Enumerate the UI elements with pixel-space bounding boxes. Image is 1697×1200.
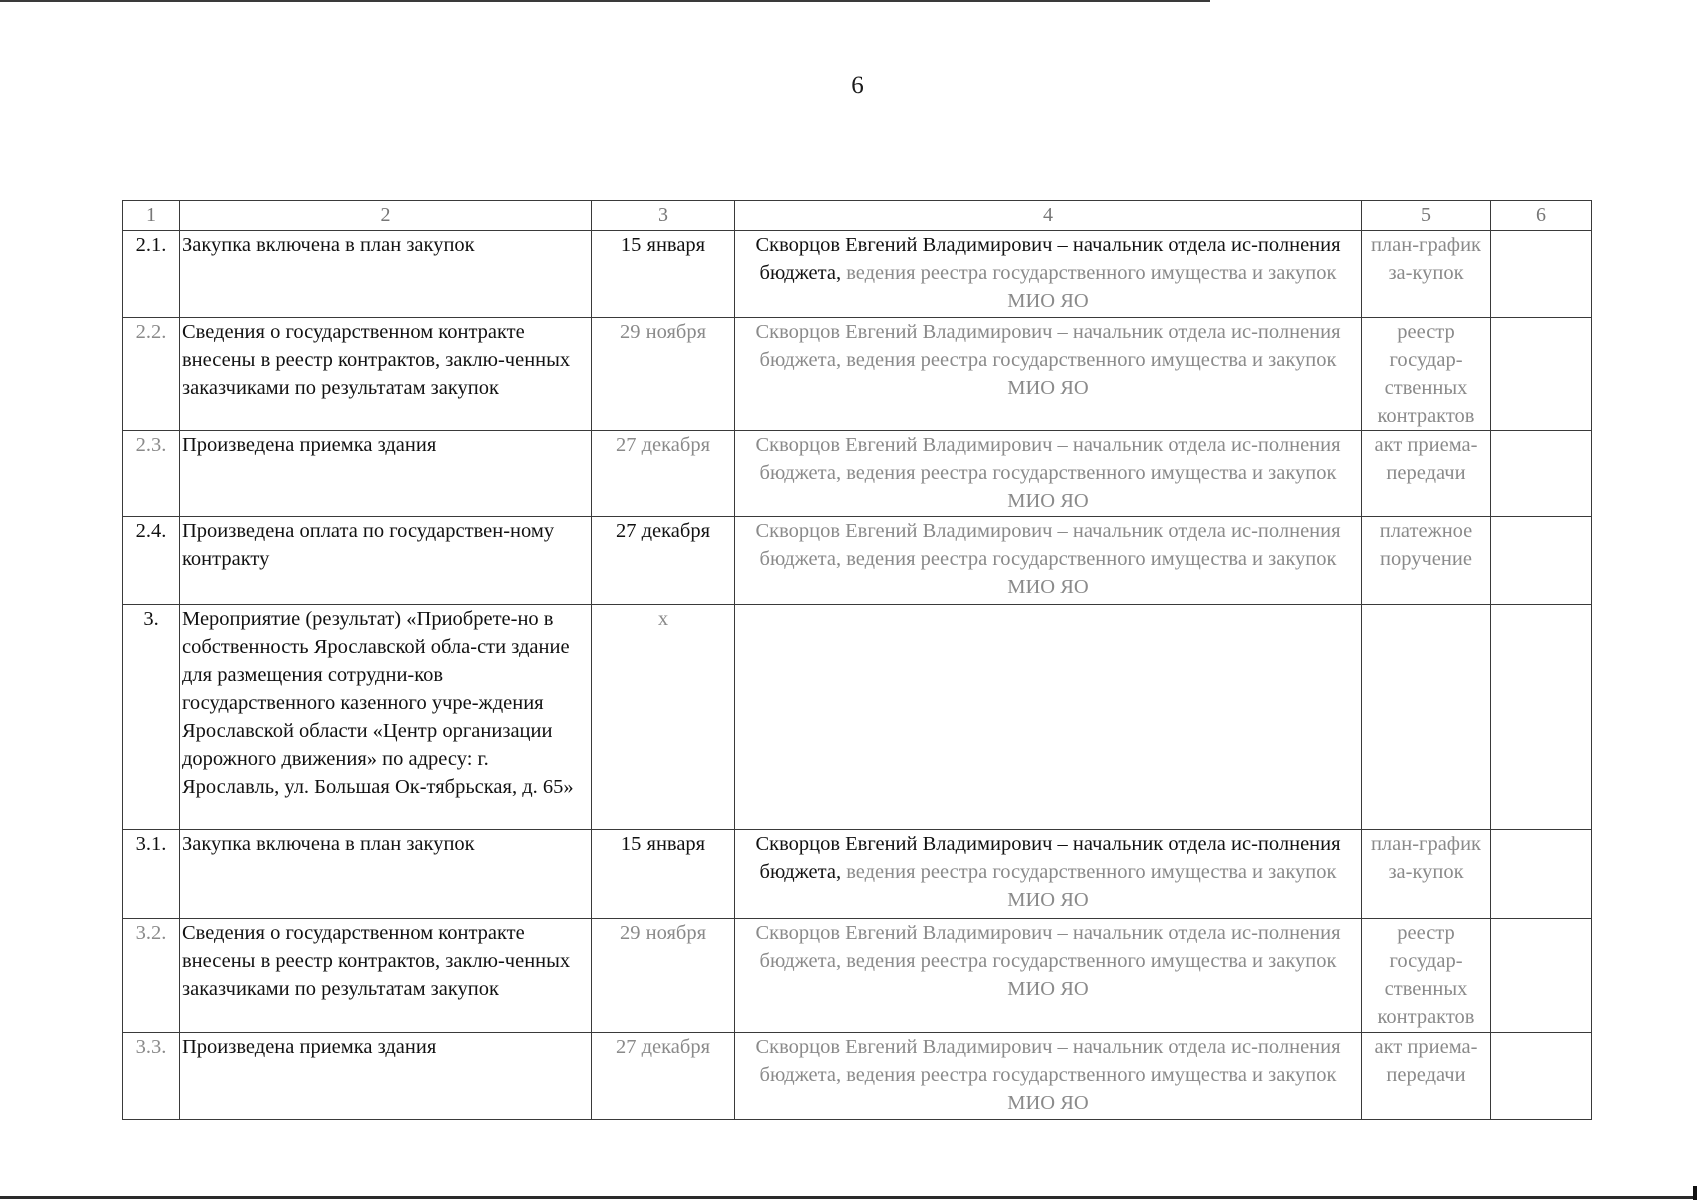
responsible-person [735,919,1362,1033]
due-date: 27 декабря [592,517,735,605]
confirming-document: реестр государ-ственных контрактов [1362,318,1491,431]
due-date: 15 января [592,231,735,318]
responsible-rest: Скворцов Евгений Владимирович – начальник отдела ис-полнения бюджета, ведения реестра государственного имущества и закупок МИО ЯО [755,1036,1341,1114]
event-name: Сведения о государственном контракте внесены в реестр контрактов, заклю-ченных заказчиками по результатам закупок [180,919,592,1033]
column-number: 6 [1491,201,1592,231]
scan-top-edge [0,0,1210,2]
table-row [123,830,1592,919]
responsible-rest: Скворцов Евгений Владимирович – начальник отдела ис-полнения бюджета, ведения реестра государственного имущества и закупок МИО ЯО [755,520,1341,598]
event-name: Закупка включена в план закупок [180,231,592,318]
column-6-cell [1491,605,1592,830]
event-name: Произведена приемка здания [180,431,592,517]
due-date: х [592,605,735,830]
column-6-cell [1491,1033,1592,1120]
responsible-person [735,830,1362,919]
table-row [123,318,1592,431]
responsible-lead: Скворцов Евгений Владимирович – начальник отдела ис-полнения бюджета, [755,234,1341,284]
row-number: 2.2. [123,318,180,431]
confirming-document: платежное поручение [1362,517,1491,605]
responsible-rest: Скворцов Евгений Владимирович – начальник отдела ис-полнения бюджета, ведения реестра государственного имущества и закупок МИО ЯО [755,922,1341,1000]
row-number: 3. [123,605,180,830]
row-number: 3.3. [123,1033,180,1120]
due-date: 29 ноября [592,919,735,1033]
event-name: Произведена оплата по государствен-ному контракту [180,517,592,605]
event-name: Сведения о государственном контракте внесены в реестр контрактов, заклю-ченных заказчиками по результатам закупок [180,318,592,431]
column-6-cell [1491,318,1592,431]
column-number: 1 [123,201,180,231]
table-row [123,605,1592,830]
responsible-rest: ведения реестра государственного имущества и закупок МИО ЯО [841,262,1337,312]
column-6-cell [1491,431,1592,517]
row-number: 3.2. [123,919,180,1033]
confirming-document: план-график за-купок [1362,830,1491,919]
event-name: Произведена приемка здания [180,1033,592,1120]
responsible-person [735,1033,1362,1120]
column-number: 5 [1362,201,1491,231]
due-date: 27 декабря [592,1033,735,1120]
responsible-person [735,231,1362,318]
column-number: 3 [592,201,735,231]
row-number: 2.4. [123,517,180,605]
row-number: 3.1. [123,830,180,919]
column-number-row [123,201,1592,231]
control-points-table [122,200,1592,1120]
responsible-person [735,431,1362,517]
column-6-cell [1491,919,1592,1033]
table-body [123,201,1592,1120]
column-number: 2 [180,201,592,231]
responsible-rest: Скворцов Евгений Владимирович – начальник отдела ис-полнения бюджета, ведения реестра государственного имущества и закупок МИО ЯО [755,434,1341,512]
column-6-cell [1491,517,1592,605]
row-number: 2.3. [123,431,180,517]
responsible-lead: Скворцов Евгений Владимирович – начальник отдела ис-полнения бюджета, [755,833,1341,883]
due-date: 29 ноября [592,318,735,431]
responsible-rest: Скворцов Евгений Владимирович – начальник отдела ис-полнения бюджета, ведения реестра государственного имущества и закупок МИО ЯО [755,321,1341,399]
page-number: 6 [851,72,864,99]
table-row [123,919,1592,1033]
responsible-person [735,318,1362,431]
confirming-document: акт приема-передачи [1362,1033,1491,1120]
responsible-rest: ведения реестра государственного имущества и закупок МИО ЯО [841,861,1337,911]
responsible-person [735,517,1362,605]
confirming-document: акт приема-передачи [1362,431,1491,517]
row-number: 2.1. [123,231,180,318]
confirming-document: план-график за-купок [1362,231,1491,318]
responsible-person [735,605,1362,830]
due-date: 27 декабря [592,431,735,517]
event-name: Мероприятие (результат) «Приобрете-но в собственность Ярославской обла-сти здание для размещения сотрудни-ков государственного казенного учре-ждения Ярославской области «Центр организации дорожного движения» по адресу: г. Ярославль, ул. Большая Ок-тябрьская, д. 65» [180,605,592,830]
column-6-cell [1491,830,1592,919]
column-number: 4 [735,201,1362,231]
table-row [123,431,1592,517]
table-row [123,517,1592,605]
column-6-cell [1491,231,1592,318]
scan-corner-mark [1693,1186,1697,1200]
table-row [123,1033,1592,1120]
table-row [123,231,1592,318]
confirming-document [1362,605,1491,830]
event-name: Закупка включена в план закупок [180,830,592,919]
due-date: 15 января [592,830,735,919]
scan-bottom-edge [0,1196,1697,1199]
confirming-document: реестр государ-ственных контрактов [1362,919,1491,1033]
